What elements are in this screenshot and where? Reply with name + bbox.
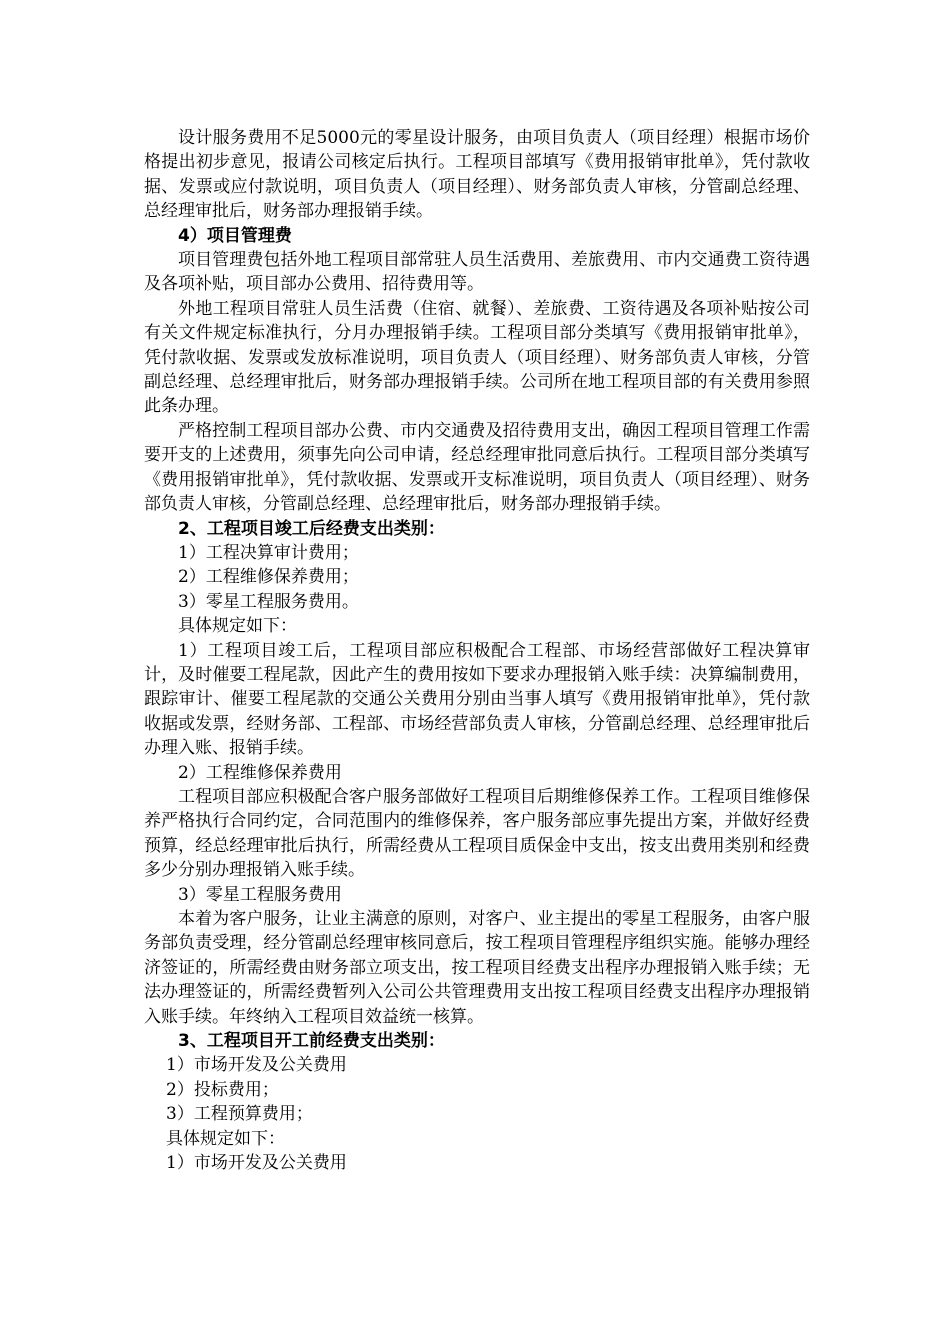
paragraph-audit-fee-details: 1）工程项目竣工后，工程项目部应积极配合工程部、市场经营部做好工程决算审计，及时催要工程尾款，因此产生的费用按如下要求办理报销入账手续：决算编制费用，跟踪审计、催要工程尾款的交通公关费用分别由当事人填写《费用报销审批单》，凭付款收据或发票，经财务部、工程部、市场经营部负责人审核，分管副总经理、总经理审批后办理入账、报销手续。 (144, 640, 810, 759)
paragraph-maintenance-details: 工程项目部应积极配合客户服务部做好工程项目后期维修保养工作。工程项目维修保养严格执行合同约定，合同范围内的维修保养，客户服务部应事先提出方案，并做好经费预算，经总经理审批后执行，所需经费从工程项目质保金中支出，按支出费用类别和经费多少分别办理报销入账手续。 (144, 786, 810, 881)
paragraph-office-costs-control: 严格控制工程项目部办公费、市内交通费及招待费用支出，确因工程项目管理工作需要开支的上述费用，须事先向公司申请，经总经理审批同意后执行。工程项目部分类填写《费用报销审批单》，凭付款收据、发票或开支标准说明，项目负责人（项目经理）、财务部负责人审核，分管副总经理、总经理审批后，财务部办理报销手续。 (144, 420, 810, 515)
document-page (144, 126, 810, 1175)
paragraph-resident-staff-costs: 外地工程项目常驻人员生活费（住宿、就餐）、差旅费、工资待遇及各项补贴按公司有关文件规定标准执行，分月办理报销手续。工程项目部分类填写《费用报销审批单》，凭付款收据、发票或发放标准说明，项目负责人（项目经理）、财务部负责人审核，分管副总经理、总经理审批后，财务部办理报销手续。公司所在地工程项目部的有关费用参照此条办理。 (144, 298, 810, 417)
paragraph-management-fee-scope: 项目管理费包括外地工程项目部常驻人员生活费用、差旅费用、市内交通费工资待遇及各项补贴，项目部办公费用、招待费用等。 (144, 250, 810, 295)
list-item-details-intro: 具体规定如下： (178, 616, 297, 637)
list-item-details-intro-2: 具体规定如下： (166, 1128, 285, 1149)
list-item-maintenance-fee: 2）工程维修保养费用； (178, 567, 359, 588)
paragraph-minor-service-details: 本着为客户服务，让业主满意的原则，对客户、业主提出的零星工程服务，由客户服务部负责受理，经分管副总经理审核同意后，按工程项目管理程序组织实施。能够办理经济签证的，所需经费由财务部立项支出，按工程项目经费支出程序办理报销入账手续；无法办理签证的，所需经费暂列入公司公共管理费用支出按工程项目经费支出程序办理报销入账手续。年终纳入工程项目效益统一核算。 (144, 909, 810, 1027)
list-item-bidding-fee: 2）投标费用； (166, 1079, 279, 1100)
heading-pre-construction-expenses: 3、工程项目开工前经费支出类别： (178, 1031, 445, 1052)
heading-post-completion-expenses: 2、工程项目竣工后经费支出类别： (178, 518, 445, 539)
subheading-market-development: 1）市场开发及公关费用 (166, 1153, 347, 1174)
subheading-minor-service-fee: 3）零星工程服务费用 (178, 884, 342, 905)
list-item-audit-fee: 1）工程决算审计费用； (178, 542, 359, 563)
heading-project-management-fee: 4）项目管理费 (178, 225, 292, 246)
list-item-market-development: 1）市场开发及公关费用 (166, 1055, 347, 1076)
subheading-maintenance-fee: 2）工程维修保养费用 (178, 762, 342, 783)
list-item-budget-fee: 3）工程预算费用； (166, 1104, 313, 1125)
list-item-minor-service-fee: 3）零星工程服务费用。 (178, 591, 359, 612)
paragraph-design-fee: 设计服务费用不足5000元的零星设计服务，由项目负责人（项目经理）根据市场价格提出初步意见，报请公司核定后执行。工程项目部填写《费用报销审批单》，凭付款收据、发票或应付款说明，项目负责人（项目经理）、财务部负责人审核，分管副总经理、总经理审批后，财务部办理报销手续。 (144, 128, 810, 222)
